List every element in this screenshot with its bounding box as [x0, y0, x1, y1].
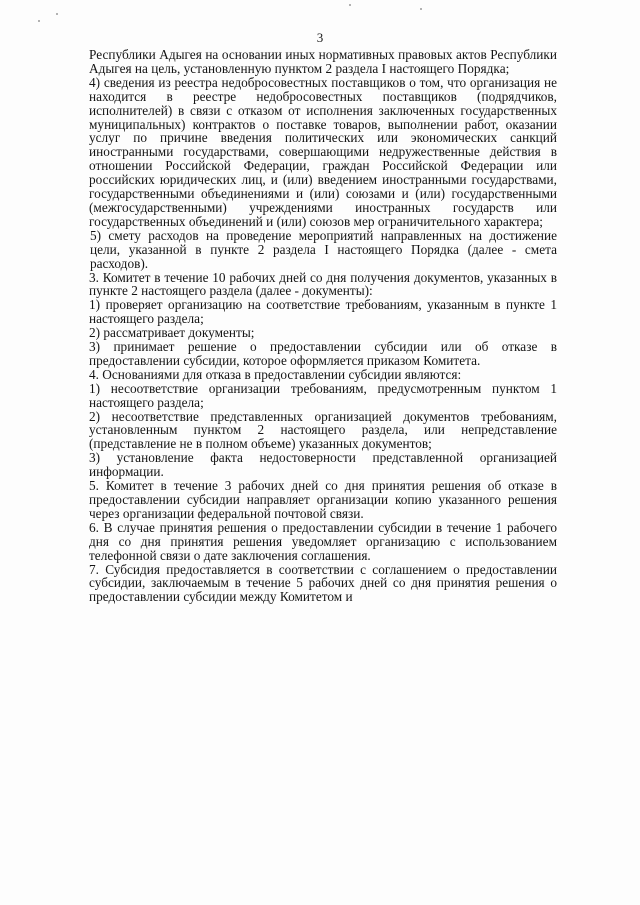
paragraph-section-5: 5. Комитет в течение 3 рабочих дней со дня принятия решения об отказе в предоставлении субсидии направляет организации копию указанного решения через организации федеральной почтовой связи.	[89, 478, 557, 521]
scan-speck	[38, 20, 40, 22]
paragraph-section-3-item-3: 3) принимает решение о предоставлении субсидии или об отказе в предоставлении субсидии, которое оформляется приказом Комитета.	[89, 339, 557, 368]
scan-speck	[56, 13, 58, 15]
paragraph-intro-continued: Республики Адыгея на основании иных нормативных правовых актов Республики Адыгея на цель, установленную пунктом 2 раздела I настоящего Порядка;	[89, 47, 557, 76]
paragraph-item-4-registry: 4) сведения из реестра недобросовестных поставщиков о том, что организация не находится в реестре недобросовестных поставщиков (подрядчиков, исполнителей) в связи с отказом от исполнения заключенных государственных муниципальных) контрактов о поставке товаров, выполнении работ, оказании услуг по причине введения политических или экономических санкций иностранными государствами, совершающими недружественные действия в отношении Российской Федерации, граждан Российской Федерации или российских юридических лиц, и (или) введением иностранными государствами, государственными объединениями и (или) союзами и (или) государственными (межгосударственными) учреждениями иностранных государств или государственных объединений и (или) союзов мер ограничительного характера;	[89, 74, 557, 229]
paragraph-section-3-item-1: 1) проверяет организацию на соответствие требованиям, указанным в пункте 1 настоящего раздела;	[89, 297, 557, 327]
paragraph-section-4-item-3: 3) установление факта недостоверности представленной организацией информации.	[89, 450, 557, 480]
paragraph-section-4: 4. Основаниями для отказа в предоставлении субсидии являются:	[89, 366, 462, 382]
document-body	[89, 48, 557, 604]
paragraph-section-6: 6. В случае принятия решения о предоставлении субсидии в течение 1 рабочего дня со дня принятия решения уведомляет организацию с использованием телефонной связи о дате заключения соглашения.	[89, 519, 557, 563]
paragraph-section-4-item-2: 2) несоответствие представленных организацией документов требованиям, установленным пунктом 2 настоящего раздела, или непредставление (представление не в полном объеме) указанных документов;	[89, 408, 557, 452]
paragraph-section-7: 7. Субсидия предоставляется в соответствии с соглашением о предоставлении субсидии, заключаемым в течение 5 рабочих дней со дня принятия решения о предоставлении субсидии между Комитетом и	[89, 561, 557, 605]
page-number: 3	[316, 30, 324, 45]
paragraph-item-5-estimate: 5) смету расходов на проведение мероприятий направленных на достижение цели, указанной в пункте 2 раздела I настоящего Порядка (далее - смета расходов).	[90, 227, 557, 271]
scan-speck	[349, 4, 351, 6]
paragraph-section-3: 3. Комитет в течение 10 рабочих дней со дня получения документов, указанных в пункте 2 настоящего раздела (далее - документы):	[89, 269, 557, 299]
paragraph-section-3-item-2: 2) рассматривает документы;	[89, 325, 255, 341]
paragraph-section-4-item-1: 1) несоответствие организации требованиям, предусмотренным пунктом 1 настоящего раздела;	[89, 380, 557, 410]
scan-speck	[420, 8, 422, 10]
